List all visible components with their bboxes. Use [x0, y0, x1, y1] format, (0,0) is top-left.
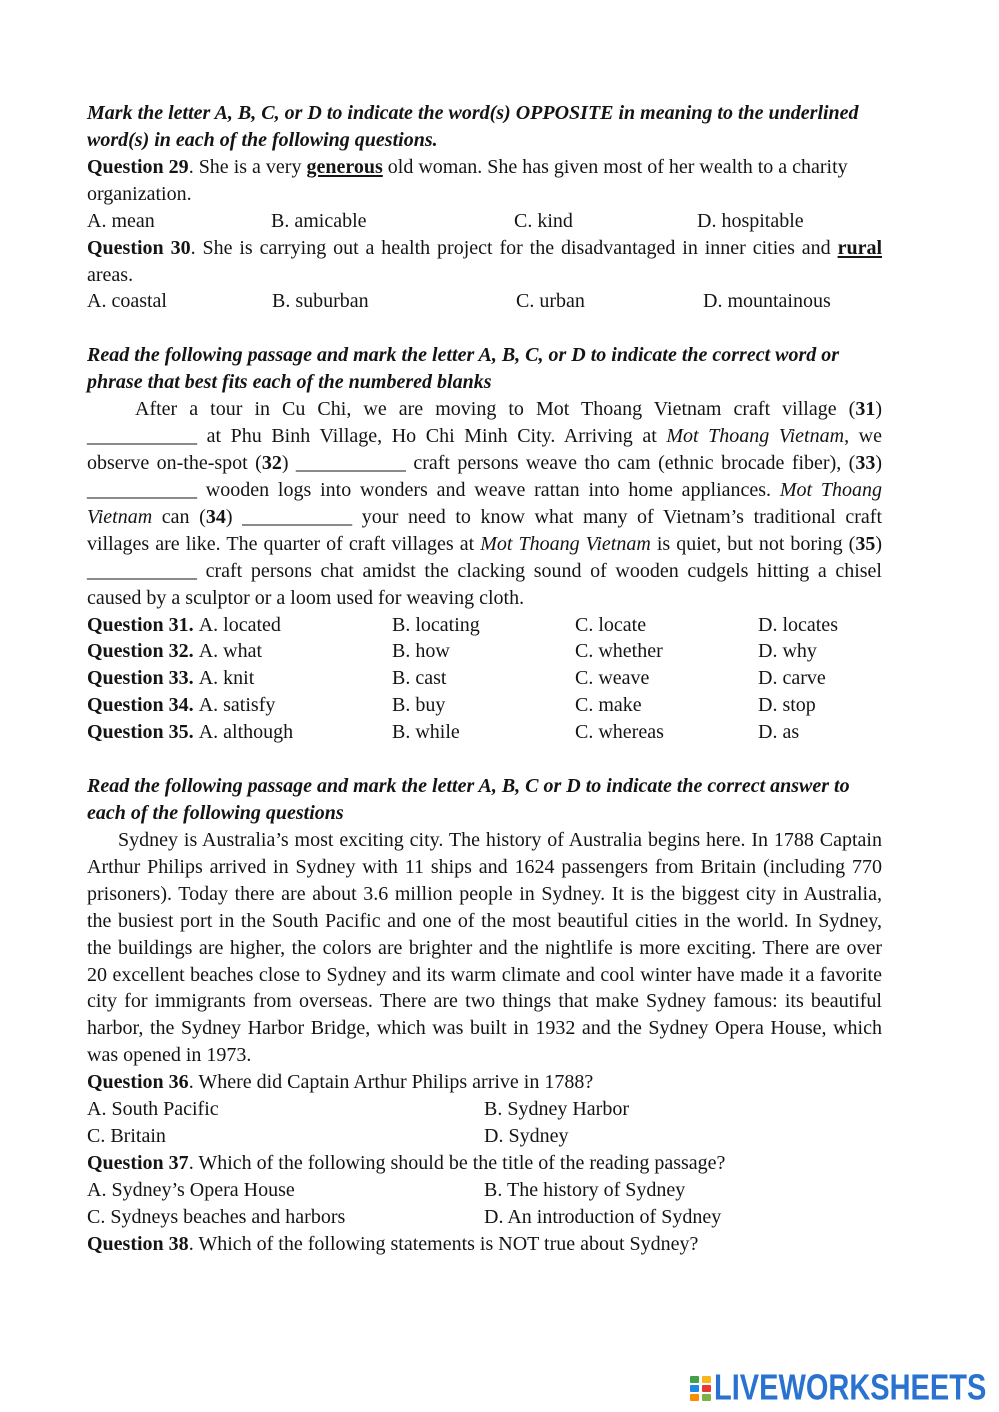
instruction-text: word(s) in each of the following questions.	[87, 128, 438, 151]
text-run: . Which of the following should be the title of the reading passage?	[188, 1151, 726, 1174]
line-content	[87, 344, 839, 366]
line-content	[87, 990, 882, 1012]
text-line	[87, 342, 882, 369]
line-content	[87, 1017, 882, 1039]
line-content	[87, 587, 524, 609]
option-a: A. knit	[198, 667, 255, 690]
option-d: D. An introduction of Sydney	[484, 1205, 722, 1228]
text-line	[87, 585, 882, 612]
instruction-text: phrase that best fits each of the numbered blanks	[87, 371, 492, 394]
text-line	[87, 450, 882, 477]
text-line	[87, 854, 882, 881]
line-content	[87, 1044, 251, 1066]
liveworksheets-logo-icon	[690, 1376, 711, 1401]
option-c: C. make	[575, 694, 642, 717]
question-34	[87, 692, 882, 719]
text-run: caused by a sculptor or a loom used for weaving cloth.	[87, 586, 525, 609]
question-label: Question 31.	[87, 613, 194, 636]
answer-blank: ___________	[295, 451, 406, 474]
reading-passage	[87, 827, 882, 1069]
line-content	[87, 964, 882, 986]
text-line	[87, 154, 882, 181]
options-row	[87, 1123, 882, 1150]
question-37	[87, 1150, 882, 1231]
options-row	[87, 208, 882, 235]
options-row	[87, 1204, 882, 1231]
option-b: B. The history of Sydney	[484, 1178, 686, 1201]
question-label: Question 30	[87, 236, 191, 259]
text-run: After a tour in Cu Chi, we are moving to Mot Thoang Vietnam craft village (	[135, 398, 856, 421]
section-instruction	[87, 773, 882, 827]
text-run: wooden logs into wonders and weave rattan into home appliances.	[197, 478, 780, 501]
line-content	[87, 102, 859, 124]
italic-text: Mot Thoang	[779, 478, 883, 501]
question-label: Question 34.	[87, 694, 194, 717]
text-line	[87, 262, 882, 289]
section-cloze-passage	[87, 342, 882, 746]
question-30	[87, 235, 882, 316]
brand-name: LIVEWORKSHEETS	[714, 1367, 987, 1408]
options-row	[87, 288, 882, 315]
blank-number: 33	[855, 451, 876, 474]
line-content	[87, 856, 882, 878]
question-33	[87, 665, 882, 692]
italic-text: Mot Thoang Vietnam	[480, 532, 651, 555]
question-label: Question 37	[87, 1151, 189, 1174]
text-line	[87, 127, 882, 154]
section-opposite-meaning	[87, 100, 882, 315]
answer-options	[87, 1096, 882, 1150]
section-instruction	[87, 342, 882, 396]
italic-text: Vietnam	[87, 505, 153, 528]
line-content	[87, 1152, 725, 1174]
text-line	[87, 988, 882, 1015]
option-c: C. weave	[575, 667, 650, 690]
logo-square-icon	[690, 1385, 699, 1392]
option-d: D. mountainous	[703, 290, 831, 313]
question-stem	[87, 154, 882, 208]
question-35	[87, 719, 882, 746]
question-stem	[87, 235, 882, 289]
option-a: A. satisfy	[198, 694, 276, 717]
question-31	[87, 612, 882, 639]
text-line	[87, 235, 882, 262]
option-c: C. Britain	[87, 1125, 166, 1148]
line-content	[87, 129, 438, 151]
text-run: harbor, the Sydney Harbor Bridge, which was built in 1932 and the Sydney Opera House, which	[87, 1017, 882, 1040]
answer-blank: ___________	[87, 559, 197, 582]
option-c: C. urban	[516, 290, 585, 313]
option-a: A. located	[198, 613, 281, 636]
text-line	[87, 504, 882, 531]
text-line	[87, 827, 882, 854]
answer-blank: ___________	[242, 505, 353, 528]
blank-number: 35	[855, 532, 876, 555]
line-content	[87, 183, 192, 205]
question-stem	[87, 1231, 882, 1258]
option-d: D. carve	[758, 667, 826, 690]
option-d: D. Sydney	[484, 1125, 569, 1148]
text-run: areas.	[87, 263, 134, 286]
option-c: C. locate	[575, 613, 647, 636]
text-line	[87, 962, 882, 989]
text-line	[87, 935, 882, 962]
text-line	[87, 100, 882, 127]
text-run: Arthur Philips arrived in Sydney with 11 ships and 1624 passengers from Britain (including 770	[87, 855, 882, 878]
option-a: A. what	[198, 640, 263, 663]
text-line	[87, 1069, 882, 1096]
option-c: C. whereas	[575, 721, 664, 744]
text-run: old woman. She has given most of her wealth to a charity	[382, 155, 848, 178]
option-b: B. locating	[392, 613, 480, 636]
text-run: . Where did Captain Arthur Philips arrive in 1788?	[188, 1071, 594, 1094]
option-b: B. buy	[392, 694, 446, 717]
text-line	[87, 1042, 882, 1069]
question-stem	[87, 1150, 882, 1177]
option-d: D. locates	[758, 613, 838, 636]
option-c: C. whether	[575, 640, 663, 663]
text-line	[87, 531, 882, 558]
text-run: 20 excellent beaches close to Sydney and its warm climate and cool winter have made it a favorite	[87, 963, 882, 986]
answer-options	[87, 1177, 882, 1231]
text-line	[87, 181, 882, 208]
option-a: A. although	[198, 721, 294, 744]
line-content	[87, 506, 882, 528]
question-label: Question 33.	[87, 667, 194, 690]
option-d: D. hospitable	[697, 209, 804, 232]
options-row	[87, 1177, 882, 1204]
text-line	[87, 558, 882, 585]
text-line	[87, 369, 882, 396]
text-line	[87, 1150, 882, 1177]
line-content	[87, 452, 882, 474]
option-b: B. Sydney Harbor	[484, 1098, 629, 1121]
question-36	[87, 1069, 882, 1150]
option-b: B. cast	[392, 667, 447, 690]
text-run: villages are like. The quarter of craft villages at	[87, 532, 481, 555]
text-line	[87, 800, 882, 827]
options-row	[87, 1096, 882, 1123]
question-stem	[87, 1069, 882, 1096]
answer-blank: ___________	[87, 425, 197, 448]
text-run: )	[225, 505, 243, 528]
text-run: . She is a very	[188, 155, 307, 178]
question-label: Question 36	[87, 1071, 189, 1094]
text-line	[87, 1231, 882, 1258]
text-run: )	[875, 532, 882, 555]
text-run: . She is carrying out a health project for the disadvantaged in inner cities and	[190, 236, 838, 259]
text-line	[87, 773, 882, 800]
instruction-text: Mark the letter A, B, C, or D to indicate the word(s) OPPOSITE in meaning to the underlined	[87, 102, 859, 124]
line-content	[87, 264, 133, 286]
question-label: Question 38	[87, 1232, 189, 1255]
answer-blank: ___________	[87, 478, 197, 501]
text-line	[87, 908, 882, 935]
text-run: prisoners). Today there are about 3.6 million people in Sydney. It is the biggest city in Australia,	[87, 882, 882, 905]
text-run: the busiest port in the South Pacific and one of the most beautiful cities in the world. In Sydney,	[87, 909, 882, 932]
text-run: is quiet, but not boring (	[650, 532, 856, 555]
text-line	[87, 881, 882, 908]
text-run: city for immigrants from overseas. There are two things that make Sydney famous: its beautiful	[87, 990, 882, 1013]
text-line	[87, 477, 882, 504]
text-run: . Which of the following statements is NOT true about Sydney?	[188, 1232, 699, 1255]
text-run: craft persons weave tho cam (ethnic brocade fiber), (	[405, 451, 856, 474]
text-run: was opened in 1973.	[87, 1044, 252, 1067]
line-content	[87, 479, 882, 501]
instruction-text: Read the following passage and mark the letter A, B, C or D to indicate the correct answer to	[87, 775, 850, 798]
blank-number: 31	[855, 398, 876, 421]
question-label: Question 29	[87, 155, 189, 178]
option-a: A. coastal	[87, 290, 167, 313]
text-line	[87, 1015, 882, 1042]
blank-number: 34	[205, 505, 226, 528]
line-content	[135, 398, 882, 420]
text-run: observe on-the-spot (	[87, 451, 262, 474]
underlined-word: rural	[837, 236, 882, 259]
line-content	[118, 829, 882, 851]
logo-square-icon	[690, 1394, 699, 1401]
worksheet-content	[87, 100, 882, 1258]
option-d: D. why	[758, 640, 817, 663]
option-b: B. suburban	[272, 290, 369, 313]
line-content	[87, 425, 882, 447]
section-instruction	[87, 100, 882, 154]
line-content	[87, 156, 848, 178]
option-c: C. kind	[514, 209, 573, 232]
line-content	[87, 1071, 593, 1093]
option-d: D. as	[758, 721, 800, 744]
line-content	[87, 1233, 698, 1255]
line-content	[87, 775, 850, 797]
underlined-word: generous	[306, 155, 383, 178]
line-content	[87, 560, 882, 582]
logo-square-icon	[702, 1394, 711, 1401]
option-a: A. South Pacific	[87, 1098, 219, 1121]
text-run: )	[281, 451, 296, 474]
option-d: D. stop	[758, 694, 816, 717]
option-b: B. amicable	[271, 209, 367, 232]
option-b: B. how	[392, 640, 450, 663]
text-run: Sydney is Australia’s most exciting city. The history of Australia begins here. In 1788 Captain	[118, 828, 882, 851]
text-line	[87, 423, 882, 450]
logo-square-icon	[690, 1376, 699, 1383]
answer-options	[87, 288, 882, 315]
blank-questions	[87, 612, 882, 747]
text-run: can (	[152, 505, 206, 528]
text-run: )	[875, 398, 882, 421]
instruction-text: Read the following passage and mark the letter A, B, C, or D to indicate the correct word or	[87, 344, 840, 367]
text-run: , we	[844, 425, 882, 448]
text-run: )	[875, 451, 882, 474]
question-32	[87, 638, 882, 665]
section-reading-comprehension	[87, 773, 882, 1258]
text-run: your need to know what many of Vietnam’s traditional craft	[352, 505, 883, 528]
text-run: at Phu Binh Village, Ho Chi Minh City. Arriving at	[197, 425, 667, 448]
line-content	[87, 533, 882, 555]
line-content	[87, 371, 491, 393]
question-29	[87, 154, 882, 235]
text-run: organization.	[87, 182, 192, 205]
italic-text: Mot Thoang Vietnam	[666, 425, 845, 448]
logo-square-icon	[702, 1385, 711, 1392]
option-c: C. Sydneys beaches and harbors	[87, 1205, 346, 1228]
line-content	[87, 802, 344, 824]
text-run: craft persons chat amidst the clacking sound of wooden cudgels hitting a chisel	[197, 559, 882, 582]
text-run: the buildings are higher, the colors are brighter and the nightlife is more exciting. There are over	[87, 936, 882, 959]
reading-passage	[87, 396, 882, 611]
line-content	[87, 237, 882, 259]
option-a: A. mean	[87, 209, 155, 232]
line-content	[87, 883, 882, 905]
line-content	[87, 910, 882, 932]
blank-number: 32	[261, 451, 282, 474]
line-content	[87, 937, 882, 959]
question-label: Question 32.	[87, 640, 194, 663]
question-label: Question 35.	[87, 721, 194, 744]
option-a: A. Sydney’s Opera House	[87, 1178, 295, 1201]
logo-square-icon	[702, 1376, 711, 1383]
option-b: B. while	[392, 721, 460, 744]
question-38	[87, 1231, 882, 1258]
instruction-text: each of the following questions	[87, 801, 344, 824]
answer-options	[87, 208, 882, 235]
text-line	[87, 396, 882, 423]
